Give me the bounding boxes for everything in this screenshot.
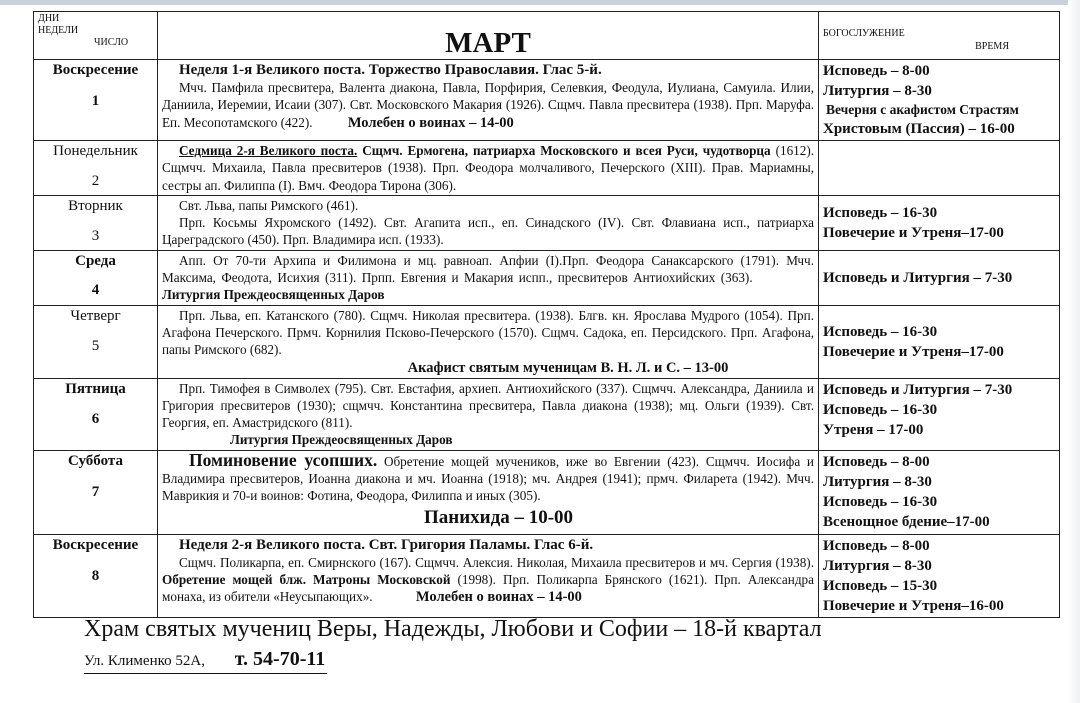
- service-item: Исповедь – 16-30: [823, 401, 938, 418]
- day-text: Прп. Тимофея в Символех (795). Свт. Евстафия, архиеп. Антиохийского (337). Сщмчч. Александра, Даниила и Григория пресвитеров (1930); сщмчч. Константина пресвитера, Павла диакона (1938); мц. Ольги (1939). Свт. Георгия, еп. Амастридского (811).: [162, 380, 814, 431]
- service-item: Литургия – 8-30: [823, 83, 932, 99]
- day-number: 6: [91, 410, 100, 427]
- service-item: Вечерня с акафистом Страстям: [826, 102, 1019, 117]
- temple-phone: т. 54-70-11: [234, 648, 326, 670]
- day-description: [158, 141, 819, 196]
- schedule-table: [33, 11, 1060, 618]
- service-item: Повечерие и Утреня–17-00: [823, 224, 1004, 241]
- day-tail: Молебен о воинах – 14-00: [347, 114, 514, 131]
- day-text: (1612). Сщмчч. Михаила, Павла пресвитеров (1938). Прп. Феодора молчаливого, Печерского (XIII). Прав. Мариамны, сестры ап. Филиппа (I). Вмч. Феодора Тирона (306).: [162, 143, 815, 193]
- day-cell: [34, 60, 158, 141]
- day-cell: [34, 450, 158, 534]
- header-time-label: ВРЕМЯ: [975, 41, 1009, 52]
- day-name: Среда: [75, 252, 116, 269]
- service-item: Исповедь – 16-30: [823, 204, 938, 221]
- day-services: [819, 195, 1060, 250]
- day-text: Обретение мощей мучеников, иже во Евгении (423). Сщмчч. Иосифа и Владимира пресвитеров, Иоанна диакона и мч. Иоанна (1918); мч. Андрея (1941); прмч. Филарета (1942). Мчч. Маврикия и 70-и воинов: Фотина, Феодора, Филиппа и иных (305).: [162, 453, 814, 504]
- day-text-2: (1998). Прп. Поликарпа Брянского (1621). Прп. Александра монаха, из обители «Неусыпающих».: [162, 572, 815, 605]
- temple-address-line: [84, 647, 327, 674]
- month-title: МАРТ: [158, 12, 819, 60]
- day-row: [34, 305, 1060, 378]
- day-name: Вторник: [68, 197, 123, 214]
- service-item: Утреня – 17-00: [823, 421, 924, 438]
- day-text: Мчч. Памфила пресвитера, Валента диакона, Павла, Порфирия, Селевкия, Феодула, Иулиана, Самуила. Илии, Даниила, Иеремии, Исаии (307). Свт. Московского Макария (1926). Сщмч. Павла пресвитера (1938). Прп. Маруфа. Еп. Месопотамского (422).: [162, 80, 814, 130]
- service-item: Исповедь и Литургия – 7-30: [823, 381, 1013, 398]
- day-cell: [34, 378, 158, 450]
- header-day-label-2: НЕДЕЛИ: [38, 25, 79, 36]
- day-description: [158, 450, 819, 534]
- day-name: Воскресение: [52, 62, 139, 78]
- day-name: Суббота: [68, 452, 123, 469]
- day-name: Воскресение: [52, 536, 139, 553]
- service-item: Исповедь – 8-00: [823, 537, 930, 554]
- day-services: [819, 60, 1060, 141]
- header-row: [34, 12, 1060, 60]
- day-row: [34, 450, 1060, 534]
- service-item: Всенощное бдение–17-00: [823, 513, 990, 530]
- day-cell: [34, 534, 158, 617]
- day-text-1: Сщмч. Поликарпа, еп. Смирнского (167). Сщмчч. Алексия. Николая, Михаила пресвитеров и мч. Сергия (1938).: [179, 554, 814, 570]
- day-lead: Поминовение усопших.: [189, 450, 378, 470]
- day-number: 4: [91, 281, 100, 298]
- day-name: Пятница: [65, 380, 126, 397]
- day-tail: Панихида – 10-00: [424, 506, 574, 528]
- day-description: [158, 378, 819, 450]
- day-row: [34, 195, 1060, 250]
- day-number: 5: [91, 337, 100, 354]
- day-cell: [34, 250, 158, 305]
- header-day-cell: [34, 12, 158, 60]
- day-cell: [34, 195, 158, 250]
- day-name: Понедельник: [53, 143, 138, 159]
- service-item: Повечерие и Утреня–16-00: [823, 597, 1004, 614]
- day-services: [819, 305, 1060, 378]
- day-tail: Молебен о воинах – 14-00: [415, 589, 582, 606]
- day-description: [158, 60, 819, 141]
- day-cell: [34, 141, 158, 196]
- day-lead: Сщмч. Ермогена, патриарха Московского и всея Руси, чудотворца: [362, 143, 771, 158]
- header-service-label: БОГОСЛУЖЕНИЕ: [823, 28, 905, 39]
- service-item: Исповедь – 8-00: [823, 63, 930, 79]
- day-tail: Литургия Преждеосвященных Даров: [162, 287, 385, 303]
- day-text-1: Свт. Льва, папы Римского (461).: [179, 197, 359, 213]
- day-description: [158, 250, 819, 305]
- day-row: [34, 250, 1060, 305]
- day-services: [819, 141, 1060, 196]
- day-services: [819, 250, 1060, 305]
- day-row: [34, 378, 1060, 450]
- service-item: Исповедь и Литургия – 7-30: [823, 269, 1013, 286]
- service-item: Исповедь – 16-30: [823, 323, 938, 340]
- day-number: 7: [91, 483, 100, 500]
- day-services: [819, 450, 1060, 534]
- day-number: 3: [91, 227, 100, 244]
- service-item: Исповедь – 16-30: [823, 493, 938, 510]
- day-lead: Неделя 1-я Великого поста. Торжество Православия. Глас 5-й.: [179, 62, 602, 78]
- day-text-bold: Обретение мощей блж. Матроны Московской: [162, 572, 451, 588]
- day-text-2: Прп. Косьмы Яхромского (1492). Свт. Агапита исп., еп. Синадского (IV). Свт. Флавиана исп., патриарха Цареградского (450). Прп. Владимира исп. (1933).: [162, 215, 814, 248]
- day-services: [819, 534, 1060, 617]
- header-day-label-1: ДНИ: [38, 13, 60, 24]
- day-services: [819, 378, 1060, 450]
- service-item: Христовым (Пассия) – 16-00: [823, 121, 1015, 137]
- day-description: [158, 534, 819, 617]
- service-item: Литургия – 8-30: [823, 473, 932, 490]
- day-name: Четверг: [70, 307, 121, 324]
- day-text: Апп. От 70-ти Архипа и Филимона и мц. равноап. Апфии (I).Прп. Феодора Санаксарского (1791). Мчч. Максима, Феодота, Исихия (311). Прпп. Евгения и Макария испп., пресвитеров Антиохийских (363).: [162, 252, 814, 286]
- page-edge-shadow: [1068, 0, 1080, 703]
- service-item: Литургия – 8-30: [823, 557, 932, 574]
- temple-address: Ул. Клименко 52А,: [84, 653, 205, 669]
- service-item: Повечерие и Утреня–17-00: [823, 343, 1004, 360]
- day-number: 1: [91, 93, 100, 109]
- day-description: [158, 195, 819, 250]
- day-tail: Литургия Преждеосвященных Даров: [230, 432, 453, 448]
- service-item: Исповедь – 8-00: [823, 453, 930, 470]
- day-row: [34, 60, 1060, 141]
- top-edge-bar: [0, 0, 1080, 5]
- day-tail: Акафист святым мученицам В. Н. Л. и С. – 13-00: [407, 359, 729, 376]
- day-row: [34, 534, 1060, 617]
- day-text: Прп. Льва, еп. Катанского (780). Сщмч. Николая пресвитера. (1938). Блгв. кн. Ярослава Мудрого (1054). Прп. Агафона Печерского. Прмч. Корнилия Псково-Печерского (1570). Сщмч. Садока, еп. Персидского. Прп. Агафона, папы Римского (682).: [162, 307, 814, 358]
- day-number: 2: [91, 173, 100, 189]
- temple-title: Храм святых мучениц Веры, Надежды, Любови и Софии – 18-й квартал: [84, 616, 822, 642]
- day-description: [158, 305, 819, 378]
- day-cell: [34, 305, 158, 378]
- day-number: 8: [91, 567, 100, 584]
- day-lead: Неделя 2-я Великого поста. Свт. Григория Паламы. Глас 6-й.: [179, 536, 594, 553]
- day-lead-underlined: Седмица 2-я Великого поста.: [179, 143, 358, 158]
- service-item: Исповедь – 15-30: [823, 577, 938, 594]
- header-date-label: ЧИСЛО: [94, 37, 129, 48]
- header-service-cell: [819, 12, 1060, 60]
- day-row: [34, 141, 1060, 196]
